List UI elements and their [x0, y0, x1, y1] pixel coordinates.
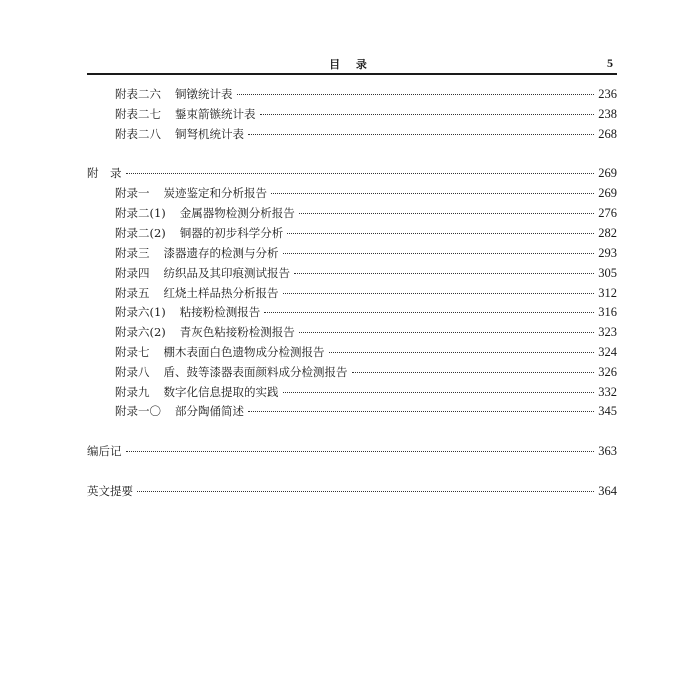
dot-leader: [260, 114, 595, 115]
toc-label: 附录五: [115, 286, 150, 300]
toc-title: 金属器物检测分析报告: [179, 206, 295, 220]
toc-page: 345: [598, 404, 617, 418]
toc-entry-appendix[interactable]: [87, 165, 617, 181]
dot-leader: [299, 213, 594, 214]
toc-label: 附录四: [115, 266, 150, 280]
dot-leader: [299, 332, 594, 333]
dot-leader: [237, 94, 595, 95]
toc-page: 269: [598, 166, 617, 180]
toc-entry[interactable]: [115, 344, 617, 360]
toc-entry[interactable]: [115, 324, 617, 340]
header-title: 目 录: [329, 58, 373, 71]
toc-entry[interactable]: [115, 126, 617, 142]
toc-label: 附录三: [115, 246, 150, 260]
dot-leader: [248, 134, 594, 135]
dot-leader: [283, 392, 595, 393]
toc-page: 312: [598, 286, 617, 300]
dot-leader: [264, 312, 594, 313]
toc-entry[interactable]: [115, 364, 617, 380]
toc-page: 332: [598, 385, 617, 399]
toc-entry[interactable]: [115, 403, 617, 419]
toc-entry[interactable]: [115, 304, 617, 320]
toc-entry-afterword[interactable]: [87, 443, 617, 459]
toc-title: 纺织品及其印痕测试报告: [163, 266, 290, 280]
toc-title: 数字化信息提取的实践: [163, 385, 279, 399]
toc-label: 附录九: [115, 385, 150, 399]
toc-entry[interactable]: [115, 86, 617, 102]
toc-entry[interactable]: [115, 384, 617, 400]
toc-title: 铜弩机统计表: [175, 127, 244, 141]
toc-page: 324: [598, 345, 617, 359]
toc-label: 附录一〇: [115, 404, 161, 418]
toc-label: 编后记: [87, 444, 122, 458]
toc-page: 269: [598, 186, 617, 200]
toc-label: 附表二七: [115, 107, 161, 121]
toc-entry[interactable]: [115, 205, 617, 221]
toc-label: 附 录: [87, 166, 122, 180]
dot-leader: [283, 293, 595, 294]
toc-page: 282: [598, 226, 617, 240]
toc-title: 铜器的初步科学分析: [179, 226, 284, 240]
toc-page: 276: [598, 206, 617, 220]
toc-entry-english-abstract[interactable]: [87, 483, 617, 499]
toc-title: 铜镦统计表: [175, 87, 233, 101]
toc-page: 293: [598, 246, 617, 260]
toc-label: 附表二八: [115, 127, 161, 141]
toc-entry[interactable]: [115, 285, 617, 301]
toc-title: 漆器遗存的检测与分析: [163, 246, 279, 260]
header-rule: [87, 73, 617, 75]
toc-label: 附录八: [115, 365, 150, 379]
dot-leader: [283, 253, 595, 254]
toc-title: 盾、鼓等漆器表面颜料成分检测报告: [163, 365, 348, 379]
toc-page: 364: [598, 484, 617, 498]
toc-label: 附录七: [115, 345, 150, 359]
toc-title: 青灰色粘接粉检测报告: [179, 325, 295, 339]
running-header: [87, 56, 615, 72]
toc-page: 268: [598, 127, 617, 141]
toc-label: 附录六(1): [115, 305, 166, 319]
toc-page: 238: [598, 107, 617, 121]
dot-leader: [248, 411, 594, 412]
toc-entry[interactable]: [115, 106, 617, 122]
dot-leader: [137, 491, 594, 492]
toc-entry[interactable]: [115, 265, 617, 281]
toc-entry[interactable]: [115, 185, 617, 201]
toc-title: 棚木表面白色遗物成分检测报告: [163, 345, 325, 359]
toc-page: 236: [598, 87, 617, 101]
dot-leader: [294, 273, 594, 274]
toc-page: 326: [598, 365, 617, 379]
dot-leader: [352, 372, 595, 373]
toc-page: 363: [598, 444, 617, 458]
toc-label: 附表二六: [115, 87, 161, 101]
toc-entry[interactable]: [115, 245, 617, 261]
toc-page: 323: [598, 325, 617, 339]
toc-title: 部分陶俑简述: [175, 404, 244, 418]
toc-title: 炭迹鉴定和分析报告: [163, 186, 267, 200]
header-page-number: 5: [607, 56, 613, 70]
toc-entry[interactable]: [115, 225, 617, 241]
toc-label: 附录二(1): [115, 206, 166, 220]
toc-title: 红烧土样品热分析报告: [163, 286, 279, 300]
toc-label: 附录一: [115, 186, 150, 200]
toc-label: 附录六(2): [115, 325, 166, 339]
toc-label: 英文提要: [87, 484, 133, 498]
dot-leader: [126, 173, 595, 174]
toc-page: 305: [598, 266, 617, 280]
dot-leader: [126, 451, 595, 452]
toc-title: 鋬束箭镞统计表: [175, 107, 256, 121]
dot-leader: [329, 352, 595, 353]
toc-page: 316: [598, 305, 617, 319]
toc-label: 附录二(2): [115, 226, 166, 240]
dot-leader: [287, 233, 594, 234]
dot-leader: [271, 193, 594, 194]
toc-title: 粘接粉检测报告: [179, 305, 261, 319]
